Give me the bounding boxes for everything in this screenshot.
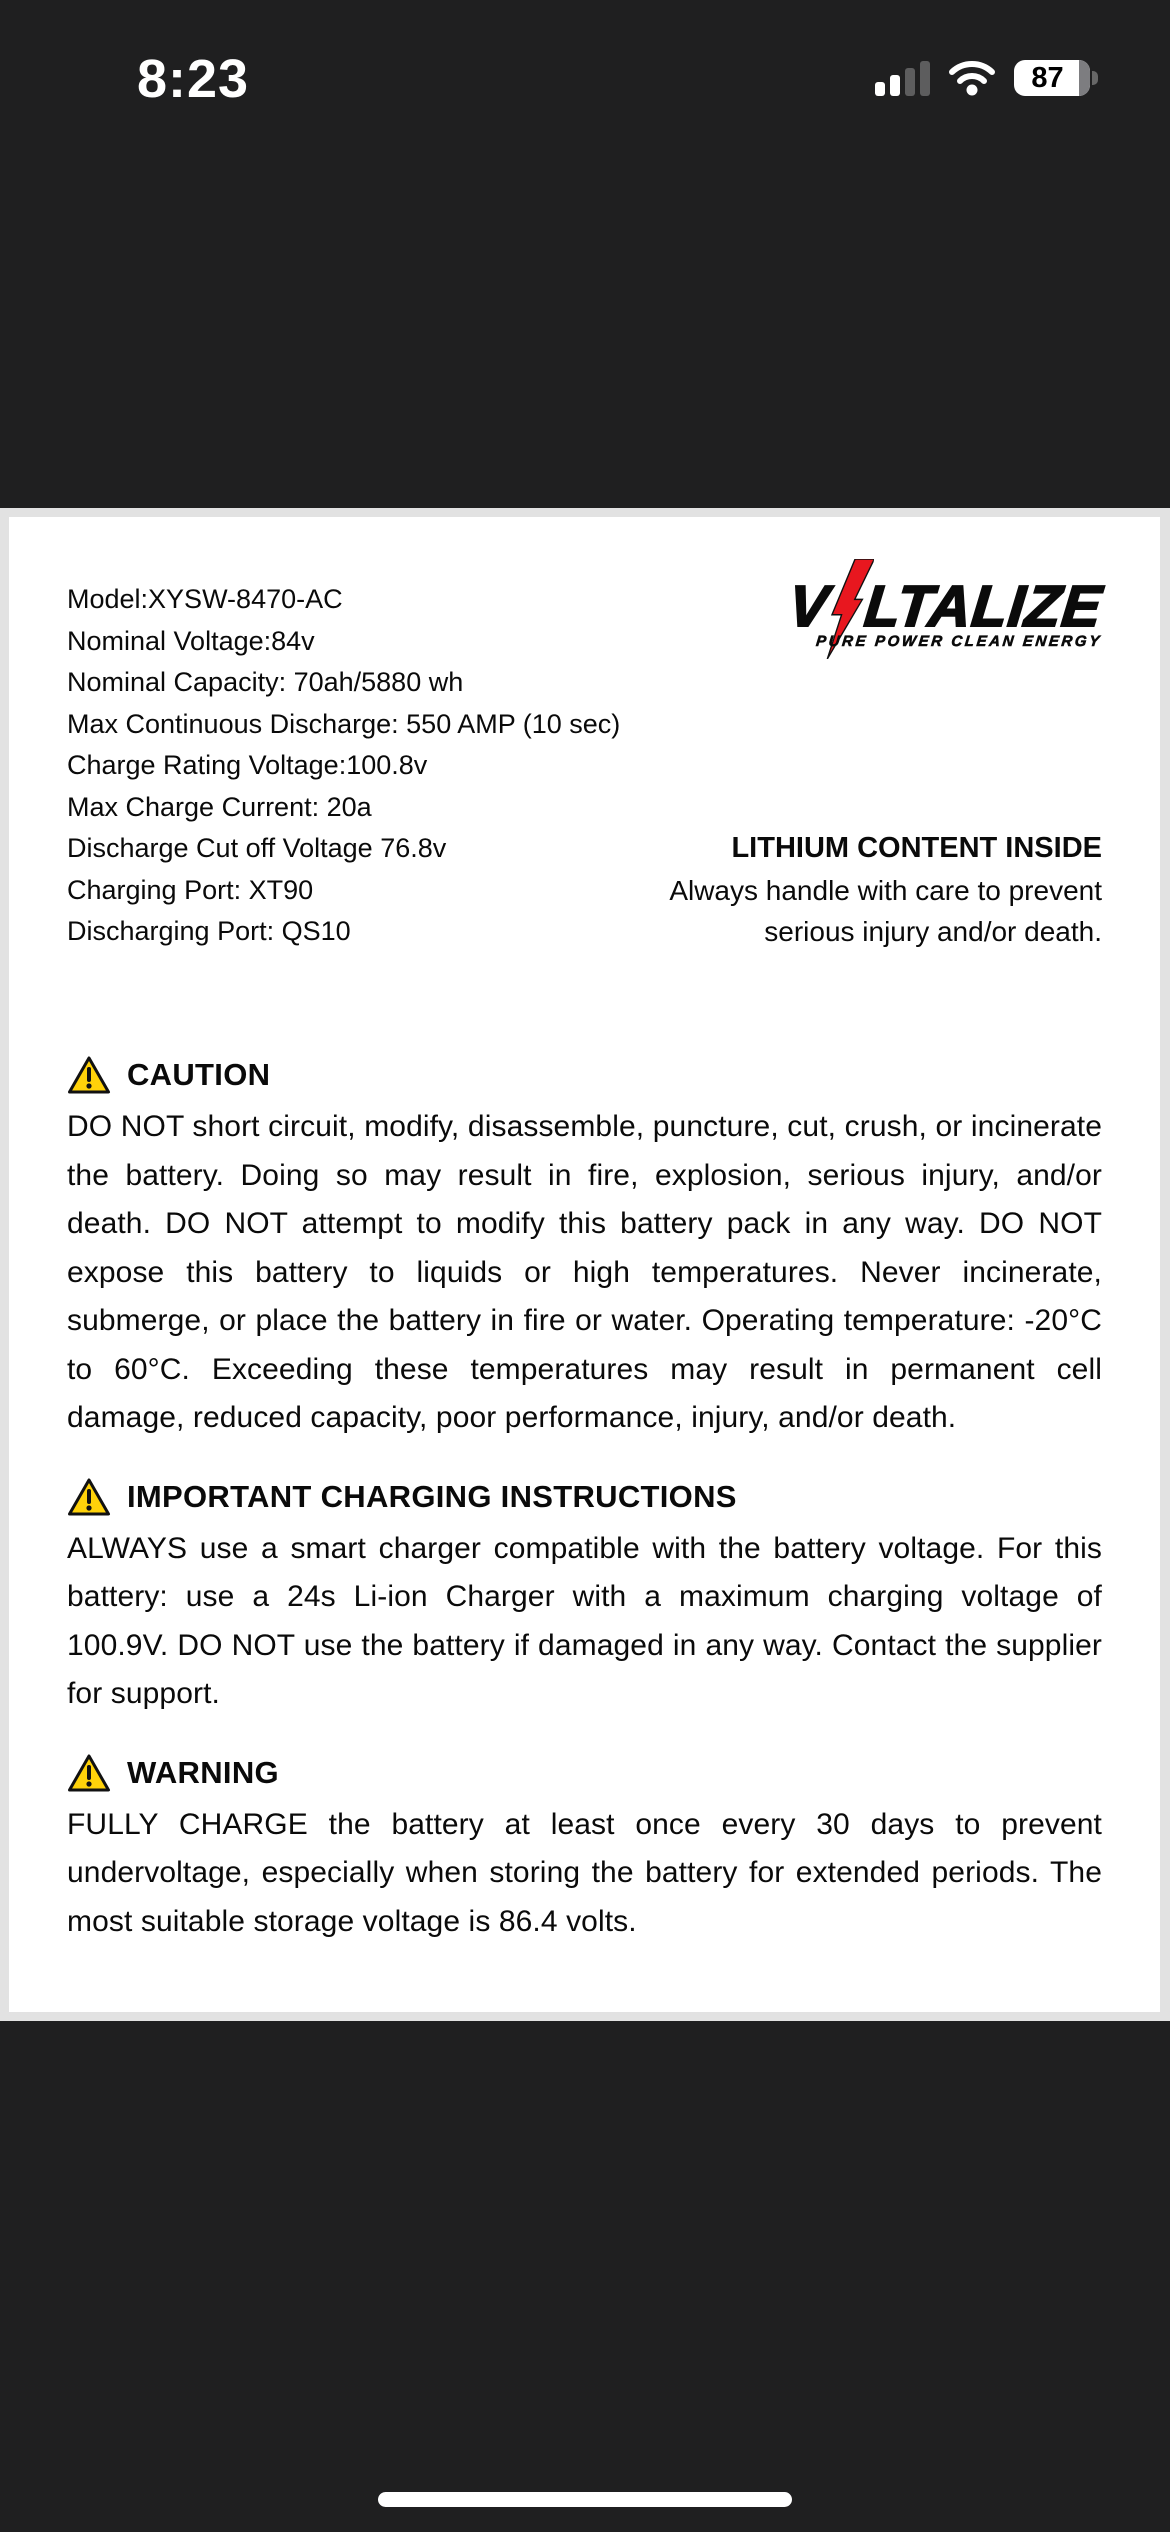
spec-max-charge-current: Max Charge Current: 20a — [67, 791, 372, 822]
warning-paragraph: FULLY CHARGE the battery at least once every 30 days to prevent undervoltage, especially when storing the battery for extended periods. The most suitable storage voltage is 86.4 volts. — [67, 1807, 1102, 1938]
status-bar — [0, 0, 1170, 130]
wifi-icon — [948, 60, 996, 96]
spec-model: Model:XYSW-8470-AC — [67, 584, 343, 614]
warning-heading-text: WARNING — [127, 1754, 279, 1790]
caution-heading-text: CAUTION — [127, 1057, 271, 1092]
battery-icon — [1014, 60, 1090, 96]
logo-letters-ltalize: LTALIZE — [861, 574, 1106, 639]
spec-charging-port: Charging Port: XT90 — [67, 874, 314, 905]
spec-charge-rating-voltage: Charge Rating Voltage:100.8v — [67, 750, 428, 780]
spec-discharging-port: Discharging Port: QS10 — [67, 916, 351, 946]
logo-tagline: PURE POWER CLEAN ENERGY — [815, 633, 1103, 650]
spec-discharge-cutoff: Discharge Cut off Voltage 76.8v — [67, 833, 447, 863]
spec-max-discharge: Max Continuous Discharge: 550 AMP (10 sec) — [67, 708, 621, 739]
battery-percent: 87 — [1031, 61, 1064, 94]
warning-triangle-icon — [67, 1055, 111, 1095]
charging-heading-text: IMPORTANT CHARGING INSTRUCTIONS — [127, 1478, 737, 1514]
warning-heading — [67, 1753, 1102, 1793]
battery-label-image[interactable] — [9, 517, 1160, 2012]
logo-letter-v: V — [785, 574, 833, 639]
spec-nominal-capacity: Nominal Capacity: 70ah/5880 wh — [67, 667, 464, 697]
caution-heading — [67, 1055, 1102, 1095]
clock-time: 8:23 — [137, 49, 250, 109]
caution-paragraph: DO NOT short circuit, modify, disassemble, puncture, cut, crush, or incinerate the battery. Doing so may result in fire, explosion, serious injury, and/or death. DO NOT attempt to modify this battery pack in any way. DO NOT expose this battery to liquids or high temperatures. Never incinerate, submerge, or place the battery in fire or water. Operating temperature: -20°C to 60°C. Exceeding these temperatures may result in permanent cell damage, reduced capacity, poor performance, injury, and/or death. — [67, 1110, 1102, 1434]
status-icons — [875, 58, 1098, 98]
photo-frame — [0, 508, 1170, 2021]
voltalize-logo — [785, 573, 1106, 650]
cellular-signal-icon — [875, 60, 930, 96]
lithium-line2: serious injury and/or death. — [764, 916, 1102, 947]
warning-triangle-icon — [67, 1753, 111, 1793]
label-header — [67, 574, 1106, 952]
spec-nominal-voltage: Nominal Voltage:84v — [67, 625, 315, 656]
charging-instructions-heading — [67, 1477, 1102, 1517]
lithium-heading: LITHIUM CONTENT INSIDE — [731, 832, 1102, 864]
home-indicator[interactable] — [378, 2492, 792, 2507]
battery-cap — [1092, 71, 1098, 85]
warning-triangle-icon — [67, 1477, 111, 1517]
lithium-notice — [669, 828, 1102, 953]
charging-paragraph: ALWAYS use a smart charger compatible with the battery voltage. For this battery: use a 24s Li-ion Charger with a maximum charging voltage of 100.9V. DO NOT use the battery if damaged in any way. Contact the supplier for support. — [67, 1531, 1102, 1710]
lithium-line1: Always handle with care to prevent — [669, 874, 1102, 906]
